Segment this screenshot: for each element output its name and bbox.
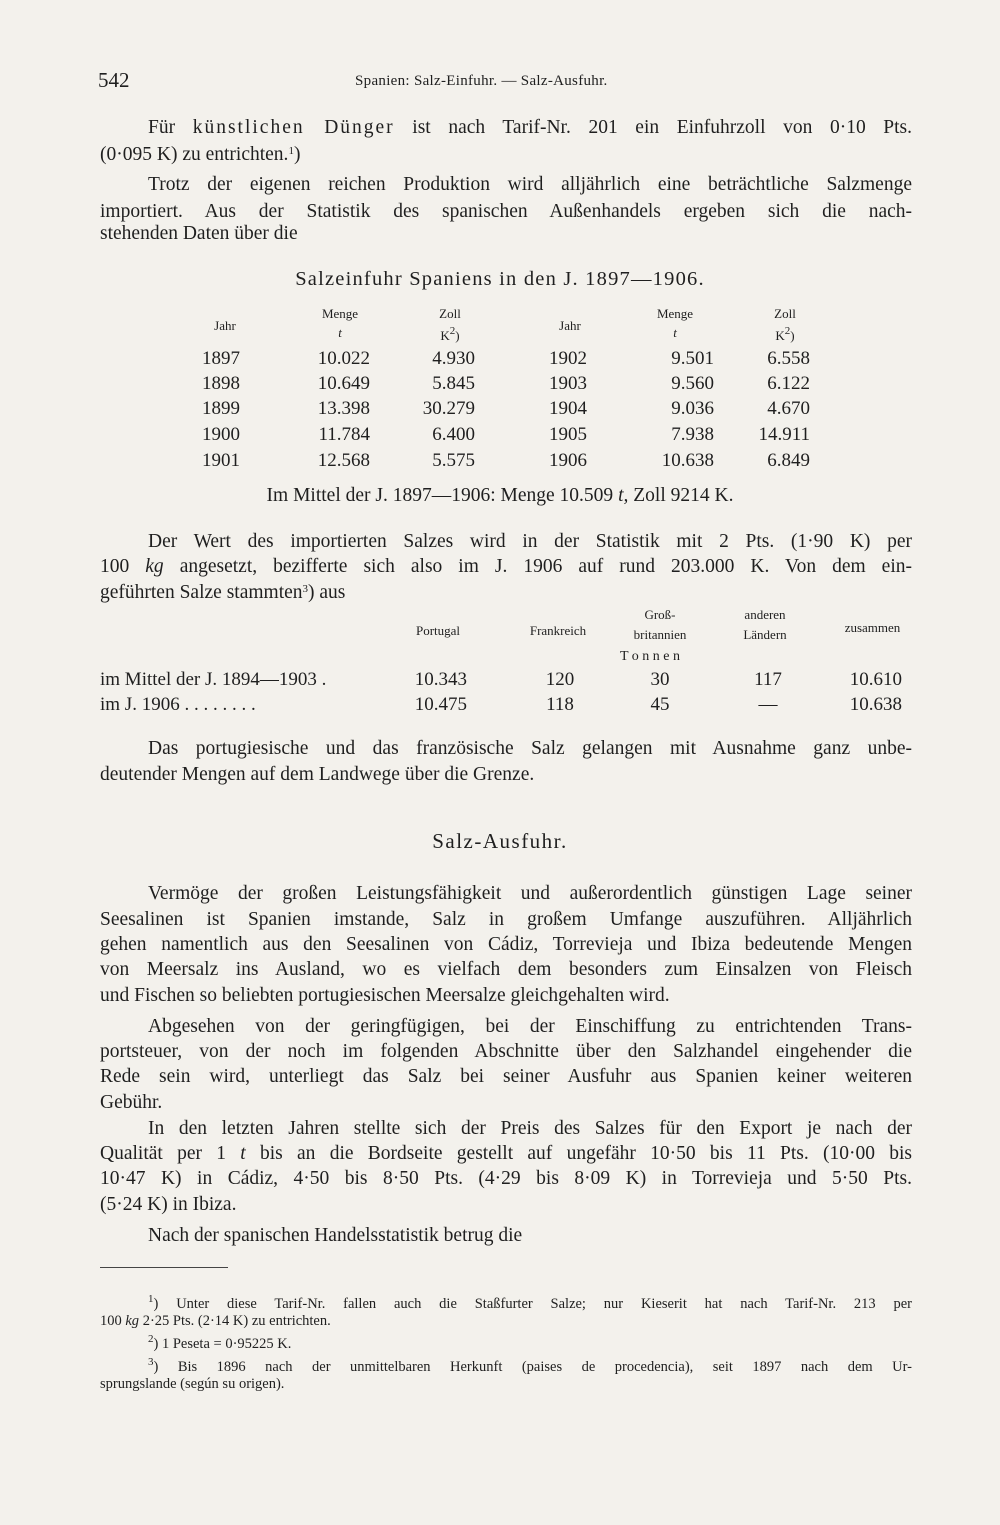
para3-text: Das portugiesische und das französische Salz gelangen mit Ausnahme ganz unbe-	[148, 738, 912, 759]
para2-text: ) aus	[308, 582, 346, 603]
intro-text: ist nach Tarif-Nr. 201 ein Einfuhrzoll von 0·10 Pts.	[412, 117, 913, 138]
table1-title: Salzeinfuhr Spaniens in den J. 1897—1906.	[295, 268, 705, 290]
table1-cell-menge: 10.649	[317, 373, 370, 394]
table1-header-menge-unit-right: t	[673, 325, 677, 340]
table1-cell-zoll: 4.930	[432, 348, 475, 369]
page-number: 542	[98, 68, 130, 92]
table1-header-zoll-unit-left: $K^2$)	[440, 325, 460, 343]
section-title: Salz-Ausfuhr.	[432, 829, 568, 853]
intro-line-2: (0·095 K) zu entrichten.$^1$)	[100, 144, 301, 165]
table1-cell-menge: 10.638	[661, 450, 714, 471]
table2-cell-gb: 30	[650, 669, 670, 690]
footnote-1-line-2	[100, 1313, 331, 1330]
table2-header-frankreich: Frankreich	[529, 623, 587, 638]
para6-line-2	[100, 1143, 912, 1165]
table2-cell-frankreich: 120	[545, 669, 575, 690]
table1-cell-menge: 12.568	[317, 450, 370, 471]
intro-line-1	[100, 117, 912, 139]
table1-cell-menge: 9.560	[671, 373, 714, 394]
table2-row-label: im J. 1906 . . . . . . . .	[100, 694, 256, 715]
para2-line-2	[100, 556, 912, 578]
footnote-divider	[100, 1267, 228, 1268]
table1-mean-unit: t,	[618, 485, 629, 506]
table1-cell-zoll: 6.558	[767, 348, 810, 369]
table1-cell-zoll: 14.911	[758, 424, 810, 445]
para6-text: Qualität per 1	[100, 1143, 227, 1164]
para6-unit: t	[240, 1143, 246, 1164]
table1-cell-year: 1904	[549, 398, 587, 419]
para5-line-2: portsteuer, von der noch im folgenden Abschnitte über den Salzhandel eingehender die	[100, 1041, 912, 1062]
table1-cell-year: 1899	[202, 398, 240, 419]
para5-line-1	[100, 1016, 912, 1038]
table1-cell-menge: 11.784	[318, 424, 370, 445]
para4-line-5: und Fischen so beliebten portugiesischen Meersalze gleichgehalten wird.	[100, 985, 670, 1006]
table1-cell-year: 1902	[549, 348, 587, 369]
table1-cell-year: 1905	[549, 424, 587, 445]
table2-cell-other: —	[758, 694, 778, 715]
para6-line-1	[100, 1118, 912, 1140]
table2-cell-total: 10.610	[849, 669, 902, 690]
table1-cell-menge: 9.501	[671, 348, 714, 369]
table1-header-jahr-left: Jahr	[214, 318, 236, 333]
table1-cell-menge: 9.036	[671, 398, 714, 419]
para4-line-1	[100, 883, 912, 905]
table1-header-menge-unit-left: t	[338, 325, 342, 340]
para2-line-1	[100, 531, 912, 553]
intro-text: Trotz der eigenen reichen Produktion wird alljährlich eine beträchtliche Salzmenge	[148, 174, 912, 195]
table1-cell-zoll: 5.845	[432, 373, 475, 394]
para4-line-3: gehen namentlich aus den Seesalinen von Cádiz, Torrevieja und Ibiza bedeutende Mengen	[100, 934, 912, 955]
footnote-mark: 1	[148, 1293, 154, 1305]
table2-row-label: im Mittel der J. 1894—1903 .	[100, 669, 327, 690]
para5-text: Abgesehen von der geringfügigen, bei der Einschiffung zu entrichtenden Trans-	[148, 1016, 912, 1037]
table2-header-portugal: Portugal	[415, 623, 461, 638]
table1-cell-year: 1897	[202, 348, 240, 369]
table1-header-zoll-right: Zoll	[774, 306, 796, 321]
table2-cell-portugal: 10.475	[414, 694, 467, 715]
table1-header-jahr-right: Jahr	[559, 318, 581, 333]
table1-cell-zoll: 6.122	[767, 373, 810, 394]
intro-word: Für	[148, 117, 176, 138]
footnote-unit: kg	[125, 1313, 140, 1329]
table2-cell-other: 117	[754, 669, 782, 690]
footnote-3-line-1: $^3$) Bis 1896 nach der unmittelbaren Herkunft (paises de procedencia), seit 1897 nach dem Ur-	[148, 1356, 913, 1375]
table1-mean-text: Im Mittel der J. 1897—1906: Menge 10.509	[266, 485, 614, 506]
para5-line-4: Gebühr.	[100, 1092, 163, 1113]
footnote-text: 2·25 Pts. (2·14 K) zu entrichten.	[142, 1313, 331, 1329]
table1-mean-text: Zoll 9214 K.	[633, 485, 734, 506]
para6-text: bis an die Bordseite gestellt auf ungefähr 10·50 bis 11 Pts. (10·00 bis	[260, 1143, 913, 1164]
table1-cell-year: 1900	[202, 424, 240, 445]
para5-line-3: Rede sein wird, unterliegt das Salz bei seiner Ausfuhr aus Spanien keiner weiteren	[100, 1066, 912, 1087]
table1-cell-menge: 10.022	[317, 348, 370, 369]
table1-cell-zoll: 5.575	[432, 450, 475, 471]
table1-cell-menge: 7.938	[671, 424, 714, 445]
para6-line-4: (5·24 K) in Ibiza.	[100, 1194, 237, 1215]
table2-cell-total: 10.638	[849, 694, 902, 715]
table1-cell-year: 1898	[202, 373, 240, 394]
para2-text: 100	[100, 556, 130, 577]
table1-cell-year: 1901	[202, 450, 240, 471]
table2-header-gb-2: britannien	[633, 627, 687, 642]
para3-line-1	[100, 738, 912, 760]
para4-text: Vermöge der großen Leistungsfähigkeit und außerordentlich günstigen Lage seiner	[148, 883, 912, 904]
footnote-3-line-2: sprungslande (según su origen).	[100, 1376, 285, 1392]
para2-text: angesetzt, bezifferte sich also im J. 1906 auf rund 203.000 K. Von dem ein-	[179, 556, 913, 577]
footnote-mark: 2	[148, 1333, 154, 1345]
table1-header-menge-left: Menge	[321, 306, 359, 321]
table1-cell-zoll: 6.849	[767, 450, 810, 471]
running-title: Spanien: Salz-Einfuhr. — Salz-Ausfuhr.	[355, 73, 608, 89]
para7-line-1: Nach der spanischen Handelsstatistik betrug die	[148, 1225, 523, 1246]
para4-line-4: von Meersalz ins Ausland, wo es vielfach dem besonders zum Einsalzen von Fleisch	[100, 959, 912, 980]
para3-line-2: deutender Mengen auf dem Landwege über die Grenze.	[100, 764, 535, 785]
para2-unit: kg	[145, 556, 164, 577]
para6-line-3: 10·47 K) in Cádiz, 4·50 bis 8·50 Pts. (4·29 bis 8·09 K) in Torrevieja und 5·50 Pts.	[100, 1168, 912, 1189]
table1-cell-year: 1906	[549, 450, 587, 471]
footnote-text: Unter diese Tarif-Nr. fallen auch die Staßfurter Salze; nur Kieserit hat nach Tarif-Nr. 213 per	[176, 1296, 913, 1312]
intro-emphasis: künstlichen Dünger	[192, 117, 395, 138]
table1-header-menge-right: Menge	[656, 306, 694, 321]
footnote-ref: 3	[302, 583, 309, 595]
footnote-ref: 1	[288, 145, 294, 157]
footnote-text: 100	[100, 1313, 122, 1329]
table1-cell-year: 1903	[549, 373, 587, 394]
para2-line-3	[100, 582, 345, 604]
table2-header-other-1: anderen	[744, 607, 786, 622]
footnote-2: $^2$) 1 Peseta = 0·95225 K.	[148, 1333, 292, 1352]
footnote-mark: 3	[148, 1356, 154, 1368]
para6-text: In den letzten Jahren stellte sich der Preis des Salzes für den Export je nach der	[148, 1118, 912, 1139]
footnote-text: Bis 1896 nach der unmittelbaren Herkunft (paises de procedencia), seit 1897 nach dem Ur-	[177, 1359, 913, 1375]
table1-cell-zoll: 6.400	[432, 424, 475, 445]
intro-text: (0·095 K) zu entrichten.	[100, 144, 289, 165]
intro-line-3	[100, 174, 912, 196]
intro-line-5: stehenden Daten über die	[100, 223, 298, 244]
table1-header-zoll-unit-right: $K^2$)	[775, 325, 795, 343]
table2-cell-frankreich: 118	[546, 694, 574, 715]
para4-line-2: Seesalinen ist Spanien imstande, Salz in großem Umfange auszuführen. Alljährlich	[100, 909, 912, 930]
table2-header-gb-1: Groß-	[644, 607, 676, 622]
table1-cell-zoll: 4.670	[767, 398, 810, 419]
table2-header-total: zusammen	[844, 620, 901, 635]
table2-cell-gb: 45	[650, 694, 670, 715]
table1-cell-menge: 13.398	[317, 398, 370, 419]
footnote-text: 1 Peseta = 0·95225 K.	[161, 1336, 292, 1352]
para2-text: Der Wert des importierten Salzes wird in der Statistik mit 2 Pts. (1·90 K) per	[148, 531, 912, 552]
table2-unit-label: T o n n e n	[619, 649, 680, 664]
footnote-1-line-1: $^1$) Unter diese Tarif-Nr. fallen auch die Staßfurter Salze; nur Kieserit hat nach Tarif-Nr. 213 per	[148, 1293, 913, 1312]
table1-header-zoll-left: Zoll	[439, 306, 461, 321]
table2-cell-portugal: 10.343	[414, 669, 467, 690]
intro-line-4: importiert. Aus der Statistik des spanischen Außenhandels ergeben sich die nach-	[100, 201, 912, 222]
table2-header-other-2: Ländern	[743, 627, 787, 642]
para2-text: geführten Salze stammten	[100, 582, 303, 603]
table1-mean	[0, 485, 1000, 507]
table1-cell-zoll: 30.279	[422, 398, 475, 419]
